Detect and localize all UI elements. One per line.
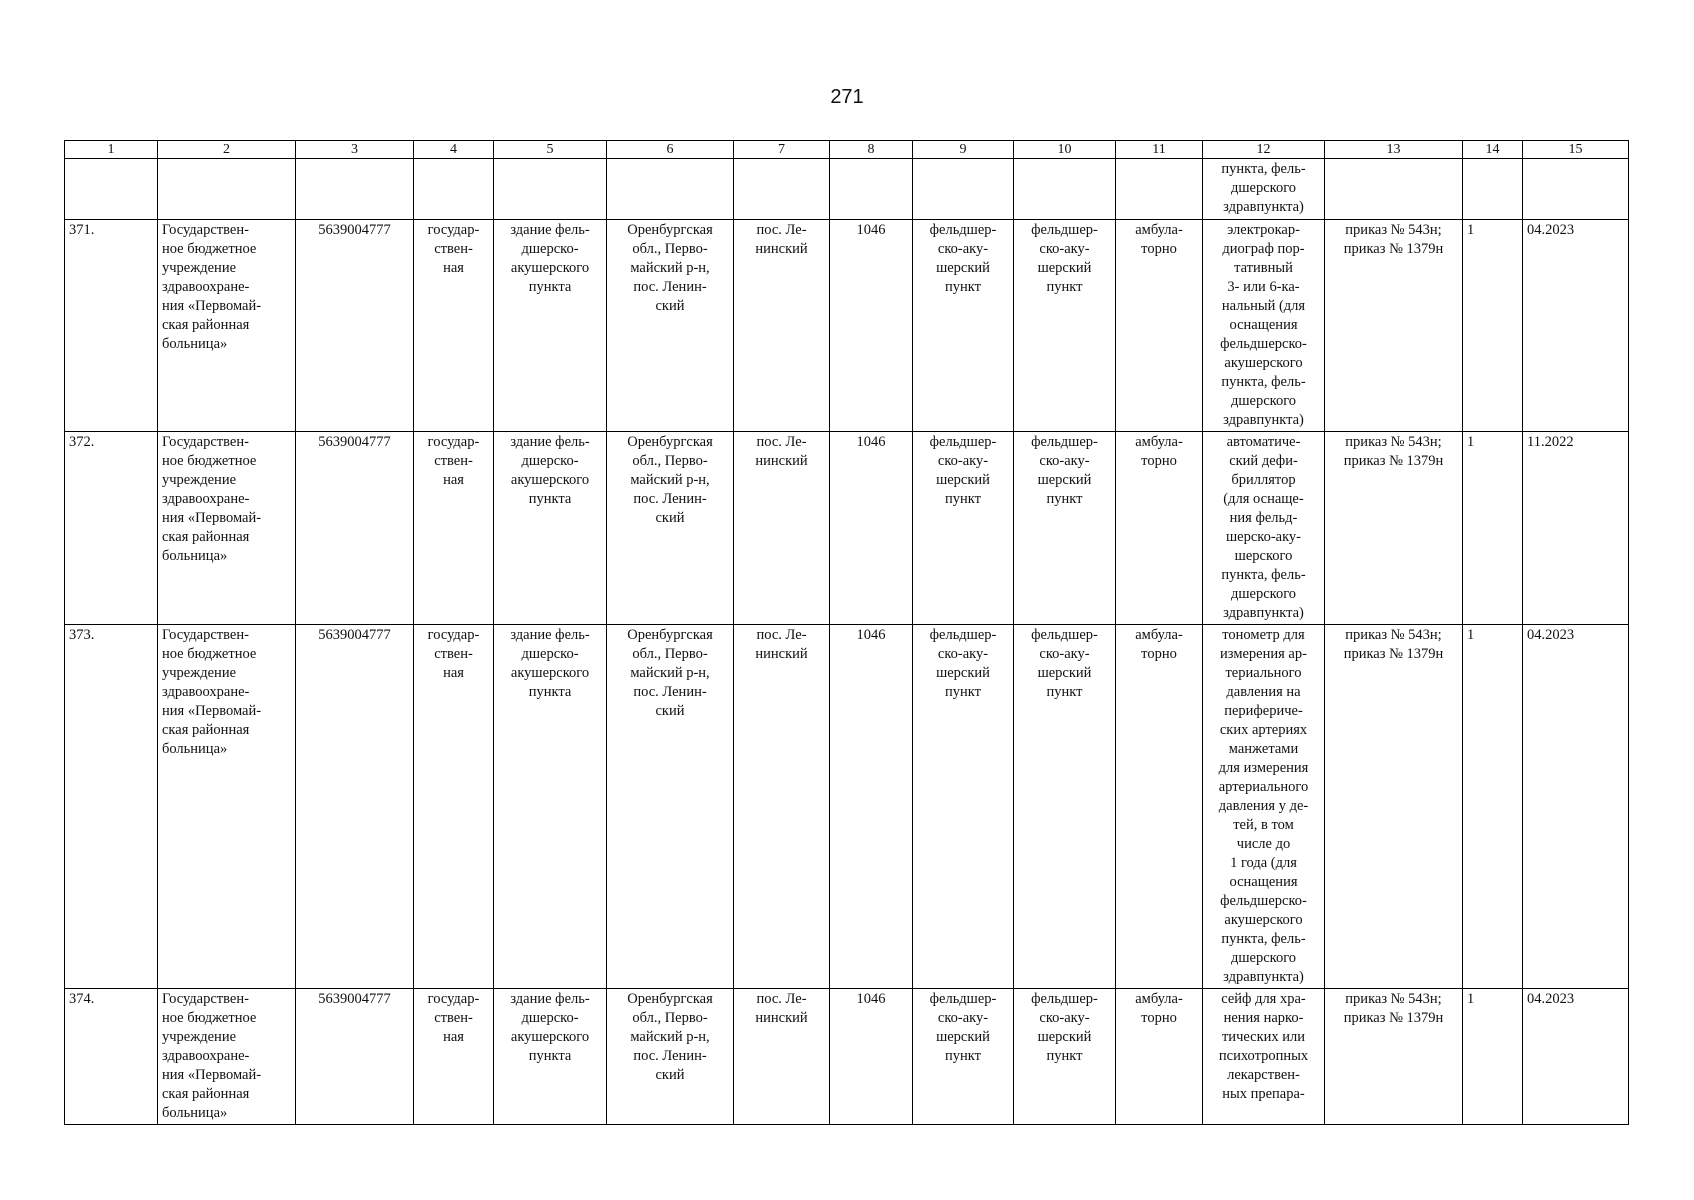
- cell-text-line: ствен-: [434, 1010, 473, 1026]
- cell-text-line: пункта, фель-: [1221, 931, 1306, 947]
- cell-text-line: фельдшер-: [1031, 222, 1098, 238]
- cell-text-line: пункт: [1046, 279, 1083, 295]
- cell-text-line: шерского: [1234, 548, 1293, 564]
- cell-text-line: пункт: [945, 279, 981, 295]
- cell-text-line: Оренбургская: [627, 222, 713, 238]
- registry-table: [64, 140, 1629, 1125]
- cell-text-line: нинский: [755, 646, 808, 662]
- cell-text-line: государ-: [427, 991, 480, 1007]
- cell-text-line: ских артериях: [1219, 722, 1308, 738]
- population-cell: [830, 625, 913, 989]
- cell-text-line: пункт: [945, 1048, 981, 1064]
- empty-cell: [158, 159, 296, 220]
- cell-text-line: ное бюджетное: [162, 646, 257, 662]
- ownership-cell: [414, 220, 494, 432]
- cell-text-line: лекарствен-: [1227, 1067, 1300, 1083]
- unit-type-cell: [1014, 432, 1116, 625]
- cell-text-line: 374.: [69, 991, 95, 1007]
- cell-text-line: (для оснаще-: [1223, 491, 1304, 507]
- cell-text-line: обл., Перво-: [632, 453, 708, 469]
- cell-text-line: учреждение: [162, 665, 237, 681]
- cell-text-line: больница»: [162, 336, 228, 352]
- cell-text-line: здравоохране-: [162, 684, 250, 700]
- cell-text-line: шерский: [936, 260, 990, 276]
- cell-text-line: Государствен-: [162, 627, 249, 643]
- column-header: 11: [1116, 141, 1203, 159]
- cell-text-line: ния фельд-: [1229, 510, 1298, 526]
- cell-text-line: нальный (для: [1221, 298, 1306, 314]
- cell-text-line: приказ № 1379н: [1343, 453, 1444, 469]
- cell-text-line: ное бюджетное: [162, 241, 257, 257]
- cell-text-line: шерский: [1037, 472, 1092, 488]
- population-cell: [830, 989, 913, 1125]
- cell-text-line: ско-аку-: [1039, 1010, 1090, 1026]
- cell-text-line: дшерского: [1230, 393, 1297, 409]
- ownership-cell: [414, 625, 494, 989]
- cell-text-line: ствен-: [434, 241, 473, 257]
- cell-text-line: ная: [443, 472, 464, 488]
- empty-cell: [1325, 159, 1463, 220]
- cell-text-line: пос. Ле-: [756, 627, 807, 643]
- unit-type-cell: [913, 625, 1014, 989]
- ownership-cell: [414, 989, 494, 1125]
- cell-text-line: пункт: [1046, 684, 1083, 700]
- empty-cell: [607, 159, 734, 220]
- quantity-cell: [1463, 432, 1523, 625]
- cell-text-line: 1046: [856, 991, 886, 1007]
- cell-text-line: давления у де-: [1218, 798, 1309, 814]
- cell-text-line: здание фель-: [510, 991, 590, 1007]
- cell-text-line: шерский: [936, 1029, 990, 1045]
- cell-text-line: дшерско-: [521, 1010, 579, 1026]
- care-condition-cell: [1116, 625, 1203, 989]
- cell-text-line: приказ № 543н;: [1345, 222, 1442, 238]
- table-row: [65, 432, 1629, 625]
- empty-cell: [1014, 159, 1116, 220]
- empty-cell: [1463, 159, 1523, 220]
- cell-text-line: дшерско-: [521, 453, 579, 469]
- cell-text-line: териального: [1225, 665, 1302, 681]
- cell-text-line: фельдшер-: [929, 222, 997, 238]
- cell-text-line: дшерско-: [521, 241, 579, 257]
- cell-text-line: здравпункта): [1223, 199, 1304, 215]
- column-header: 3: [296, 141, 414, 159]
- building-cell: [494, 625, 607, 989]
- cell-text-line: учреждение: [162, 1029, 237, 1045]
- cell-text-line: 1046: [856, 627, 886, 643]
- cell-text-line: нинский: [755, 453, 808, 469]
- cell-text-line: шерский: [936, 665, 990, 681]
- cell-text-line: 1: [1467, 222, 1475, 238]
- column-header: 15: [1523, 141, 1629, 159]
- cell-text-line: шерский: [1037, 665, 1092, 681]
- cell-text-line: Оренбургская: [627, 991, 713, 1007]
- population-cell: [830, 432, 913, 625]
- cell-text-line: приказ № 543н;: [1345, 434, 1442, 450]
- cell-text-line: пункта, фель-: [1221, 161, 1306, 177]
- cell-text-line: торно: [1141, 453, 1177, 469]
- cell-text-line: ский: [655, 298, 685, 314]
- column-header: 1: [65, 141, 158, 159]
- cell-text-line: ная: [443, 1029, 464, 1045]
- equipment-cell: [1203, 625, 1325, 989]
- date-cell: [1523, 625, 1629, 989]
- date-cell: [1523, 989, 1629, 1125]
- cell-text-line: фельдшер-: [929, 434, 997, 450]
- building-cell: [494, 989, 607, 1125]
- cell-text-line: ния «Первомай-: [162, 298, 262, 314]
- cell-text-line: ско-аку-: [937, 646, 989, 662]
- cell-text-line: приказ № 1379н: [1343, 1010, 1444, 1026]
- cell-text-line: 373.: [69, 627, 95, 643]
- row-number-cell: [65, 432, 158, 625]
- column-header: 9: [913, 141, 1014, 159]
- cell-text-line: 371.: [69, 222, 95, 238]
- column-header: 10: [1014, 141, 1116, 159]
- address-cell: [607, 432, 734, 625]
- cell-text-line: обл., Перво-: [632, 646, 708, 662]
- cell-text-line: нения нарко-: [1223, 1010, 1304, 1026]
- cell-text-line: ное бюджетное: [162, 1010, 257, 1026]
- cell-text-line: ская районная: [162, 317, 250, 333]
- cell-text-line: фельдшер-: [929, 991, 997, 1007]
- table-row: [65, 989, 1629, 1125]
- cell-text-line: фельдшер-: [929, 627, 997, 643]
- order-reference-cell: [1325, 625, 1463, 989]
- cell-text-line: ская районная: [162, 722, 250, 738]
- cell-text-line: 1046: [856, 222, 886, 238]
- cell-text-line: фельдшер-: [1031, 991, 1098, 1007]
- inn-cell: [296, 432, 414, 625]
- cell-text-line: пос. Ленин-: [633, 684, 707, 700]
- cell-text-line: фельдшерско-: [1220, 893, 1307, 909]
- cell-text-line: 372.: [69, 434, 95, 450]
- cell-text-line: майский р-н,: [630, 472, 710, 488]
- cell-text-line: акушерского: [1224, 912, 1303, 928]
- date-cell: [1523, 432, 1629, 625]
- cell-text-line: приказ № 1379н: [1343, 241, 1444, 257]
- cell-text-line: больница»: [162, 1105, 228, 1121]
- cell-text-line: больница»: [162, 548, 228, 564]
- cell-text-line: 5639004777: [318, 222, 391, 238]
- cell-text-line: здравпункта): [1223, 969, 1304, 985]
- cell-text-line: фельдшерско-: [1220, 336, 1307, 352]
- population-cell: [830, 220, 913, 432]
- cell-text-line: ский дефи-: [1229, 453, 1298, 469]
- cell-text-line: пос. Ле-: [756, 222, 807, 238]
- cell-text-line: акушерского: [510, 665, 590, 681]
- cell-text-line: тей, в том: [1233, 817, 1294, 833]
- cell-text-line: 1: [1467, 434, 1475, 450]
- cell-text-line: майский р-н,: [630, 260, 710, 276]
- cell-text-line: пункта, фель-: [1221, 567, 1306, 583]
- cell-text-line: перифериче-: [1224, 703, 1303, 719]
- cell-text-line: амбула-: [1135, 434, 1183, 450]
- cell-text-line: оснащения: [1229, 874, 1298, 890]
- cell-text-line: 1: [1467, 991, 1475, 1007]
- column-header: 13: [1325, 141, 1463, 159]
- empty-cell: [296, 159, 414, 220]
- address-cell: [607, 625, 734, 989]
- cell-text-line: пункта: [528, 279, 572, 295]
- equipment-cell: [1203, 220, 1325, 432]
- cell-text-line: 5639004777: [318, 434, 391, 450]
- unit-type-cell: [1014, 989, 1116, 1125]
- organization-cell: [158, 220, 296, 432]
- cell-text-line: Оренбургская: [627, 627, 713, 643]
- cell-text-line: обл., Перво-: [632, 1010, 708, 1026]
- cell-text-line: ско-аку-: [1039, 646, 1090, 662]
- cell-text-line: акушерского: [510, 472, 590, 488]
- cell-text-line: ное бюджетное: [162, 453, 257, 469]
- cell-text-line: больница»: [162, 741, 228, 757]
- cell-text-line: пункт: [1046, 491, 1083, 507]
- cell-text-line: ско-аку-: [937, 453, 989, 469]
- cell-text-line: ния «Первомай-: [162, 510, 262, 526]
- equipment-cell: [1203, 432, 1325, 625]
- empty-cell: [734, 159, 830, 220]
- cell-text-line: ский: [655, 703, 685, 719]
- order-reference-cell: [1325, 220, 1463, 432]
- cell-text-line: шерский: [936, 472, 990, 488]
- unit-type-cell: [1014, 625, 1116, 989]
- cell-text-line: обл., Перво-: [632, 241, 708, 257]
- table-row: [65, 220, 1629, 432]
- cell-text-line: здание фель-: [510, 222, 590, 238]
- cell-text-line: дшерско-: [521, 646, 579, 662]
- column-header: 8: [830, 141, 913, 159]
- cell-text-line: приказ № 1379н: [1343, 646, 1444, 662]
- empty-cell: [494, 159, 607, 220]
- cell-text-line: 04.2023: [1527, 991, 1575, 1007]
- cell-text-line: нинский: [755, 1010, 808, 1026]
- cell-text-line: пункта: [528, 1048, 572, 1064]
- care-condition-cell: [1116, 220, 1203, 432]
- cell-text-line: Государствен-: [162, 434, 249, 450]
- column-number-header-row: [65, 141, 1629, 159]
- cell-text-line: для измерения: [1218, 760, 1309, 776]
- unit-type-cell: [913, 989, 1014, 1125]
- unit-type-cell: [913, 432, 1014, 625]
- empty-cell: [1523, 159, 1629, 220]
- cell-text-line: пункта: [528, 684, 572, 700]
- cell-text-line: 1: [1467, 627, 1475, 643]
- date-cell: [1523, 220, 1629, 432]
- cell-text-line: ных препара-: [1222, 1086, 1305, 1102]
- cell-text-line: нинский: [755, 241, 808, 257]
- cell-text-line: 1 года (для: [1230, 855, 1297, 871]
- building-cell: [494, 432, 607, 625]
- empty-cell: [830, 159, 913, 220]
- care-condition-cell: [1116, 432, 1203, 625]
- cell-text-line: ский: [655, 1067, 685, 1083]
- cell-text-line: пункт: [945, 684, 981, 700]
- cell-text-line: здание фель-: [510, 627, 590, 643]
- cell-text-line: торно: [1141, 241, 1177, 257]
- cell-text-line: здравоохране-: [162, 491, 250, 507]
- empty-cell: [913, 159, 1014, 220]
- inn-cell: [296, 625, 414, 989]
- page-number: 271: [830, 86, 864, 108]
- cell-text-line: шерский: [1037, 260, 1092, 276]
- cell-text-line: учреждение: [162, 472, 237, 488]
- equipment-cell: [1203, 159, 1325, 220]
- organization-cell: [158, 625, 296, 989]
- row-number-cell: [65, 220, 158, 432]
- cell-text-line: ная: [443, 665, 464, 681]
- ownership-cell: [414, 432, 494, 625]
- cell-text-line: числе до: [1236, 836, 1291, 852]
- cell-text-line: 11.2022: [1527, 434, 1574, 450]
- cell-text-line: дшерского: [1230, 586, 1297, 602]
- cell-text-line: пункта: [528, 491, 572, 507]
- address-cell: [607, 220, 734, 432]
- row-number-cell: [65, 625, 158, 989]
- cell-text-line: ствен-: [434, 453, 473, 469]
- cell-text-line: диограф пор-: [1222, 241, 1305, 257]
- table-row: [65, 625, 1629, 989]
- settlement-cell: [734, 625, 830, 989]
- cell-text-line: 5639004777: [318, 991, 391, 1007]
- cell-text-line: пос. Ле-: [756, 991, 807, 1007]
- cell-text-line: ствен-: [434, 646, 473, 662]
- row-number-cell: [65, 989, 158, 1125]
- cell-text-line: пункта, фель-: [1221, 374, 1306, 390]
- cell-text-line: 3- или 6-ка-: [1227, 279, 1300, 295]
- cell-text-line: Государствен-: [162, 222, 249, 238]
- cell-text-line: ско-аку-: [1039, 241, 1090, 257]
- cell-text-line: фельдшер-: [1031, 627, 1098, 643]
- cell-text-line: дшерского: [1230, 180, 1297, 196]
- cell-text-line: шерско-аку-: [1225, 529, 1302, 545]
- inn-cell: [296, 220, 414, 432]
- cell-text-line: пос. Ленин-: [633, 491, 707, 507]
- cell-text-line: ная: [443, 260, 464, 276]
- cell-text-line: акушерского: [510, 1029, 590, 1045]
- cell-text-line: фельдшер-: [1031, 434, 1098, 450]
- cell-text-line: сейф для хра-: [1221, 991, 1306, 1007]
- empty-cell: [414, 159, 494, 220]
- column-header: 5: [494, 141, 607, 159]
- column-header: 12: [1203, 141, 1325, 159]
- cell-text-line: здравоохране-: [162, 1048, 250, 1064]
- equipment-cell: [1203, 989, 1325, 1125]
- settlement-cell: [734, 989, 830, 1125]
- cell-text-line: 1046: [856, 434, 886, 450]
- column-header: 4: [414, 141, 494, 159]
- cell-text-line: амбула-: [1135, 991, 1183, 1007]
- column-header: 14: [1463, 141, 1523, 159]
- cell-text-line: артериального: [1218, 779, 1309, 795]
- cell-text-line: психотропных: [1218, 1048, 1309, 1064]
- cell-text-line: электрокар-: [1227, 222, 1300, 238]
- order-reference-cell: [1325, 989, 1463, 1125]
- cell-text-line: пос. Ленин-: [633, 279, 707, 295]
- cell-text-line: ская районная: [162, 1086, 250, 1102]
- cell-text-line: государ-: [427, 222, 480, 238]
- column-header: 6: [607, 141, 734, 159]
- order-reference-cell: [1325, 432, 1463, 625]
- cell-text-line: акушерского: [510, 260, 590, 276]
- cell-text-line: 04.2023: [1527, 222, 1575, 238]
- cell-text-line: приказ № 543н;: [1345, 627, 1442, 643]
- cell-text-line: ния «Первомай-: [162, 703, 262, 719]
- cell-text-line: ско-аку-: [937, 241, 989, 257]
- care-condition-cell: [1116, 989, 1203, 1125]
- cell-text-line: 04.2023: [1527, 627, 1575, 643]
- settlement-cell: [734, 432, 830, 625]
- cell-text-line: государ-: [427, 434, 480, 450]
- address-cell: [607, 989, 734, 1125]
- cell-text-line: 5639004777: [318, 627, 391, 643]
- cell-text-line: учреждение: [162, 260, 237, 276]
- cell-text-line: здание фель-: [510, 434, 590, 450]
- cell-text-line: автоматиче-: [1226, 434, 1301, 450]
- cell-text-line: шерский: [1037, 1029, 1092, 1045]
- building-cell: [494, 220, 607, 432]
- cell-text-line: ско-аку-: [1039, 453, 1090, 469]
- unit-type-cell: [1014, 220, 1116, 432]
- cell-text-line: дшерского: [1230, 950, 1297, 966]
- cell-text-line: здравоохране-: [162, 279, 250, 295]
- unit-type-cell: [913, 220, 1014, 432]
- cell-text-line: майский р-н,: [630, 1029, 710, 1045]
- cell-text-line: ский: [655, 510, 685, 526]
- cell-text-line: амбула-: [1135, 627, 1183, 643]
- cell-text-line: ская районная: [162, 529, 250, 545]
- cell-text-line: Оренбургская: [627, 434, 713, 450]
- quantity-cell: [1463, 220, 1523, 432]
- cell-text-line: торно: [1141, 1010, 1177, 1026]
- empty-cell: [1116, 159, 1203, 220]
- quantity-cell: [1463, 989, 1523, 1125]
- cell-text-line: тических или: [1221, 1029, 1306, 1045]
- cell-text-line: тативный: [1234, 260, 1293, 276]
- organization-cell: [158, 989, 296, 1125]
- cell-text-line: Государствен-: [162, 991, 249, 1007]
- inn-cell: [296, 989, 414, 1125]
- cell-text-line: ско-аку-: [937, 1010, 989, 1026]
- quantity-cell: [1463, 625, 1523, 989]
- cell-text-line: давления на: [1226, 684, 1301, 700]
- cell-text-line: здравпункта): [1223, 605, 1304, 621]
- cell-text-line: приказ № 543н;: [1345, 991, 1442, 1007]
- continuation-row: [65, 159, 1629, 220]
- cell-text-line: пункт: [1046, 1048, 1083, 1064]
- cell-text-line: майский р-н,: [630, 665, 710, 681]
- cell-text-line: тонометр для: [1222, 627, 1305, 643]
- settlement-cell: [734, 220, 830, 432]
- cell-text-line: здравпункта): [1223, 412, 1304, 428]
- column-header: 2: [158, 141, 296, 159]
- cell-text-line: пункт: [945, 491, 981, 507]
- empty-cell: [65, 159, 158, 220]
- cell-text-line: бриллятор: [1231, 472, 1296, 488]
- cell-text-line: акушерского: [1224, 355, 1303, 371]
- cell-text-line: амбула-: [1135, 222, 1183, 238]
- column-header: 7: [734, 141, 830, 159]
- cell-text-line: торно: [1141, 646, 1177, 662]
- cell-text-line: оснащения: [1229, 317, 1298, 333]
- cell-text-line: ния «Первомай-: [162, 1067, 262, 1083]
- cell-text-line: пос. Ленин-: [633, 1048, 707, 1064]
- organization-cell: [158, 432, 296, 625]
- cell-text-line: измерения ар-: [1220, 646, 1307, 662]
- cell-text-line: манжетами: [1228, 741, 1299, 757]
- cell-text-line: пос. Ле-: [756, 434, 807, 450]
- cell-text-line: государ-: [427, 627, 480, 643]
